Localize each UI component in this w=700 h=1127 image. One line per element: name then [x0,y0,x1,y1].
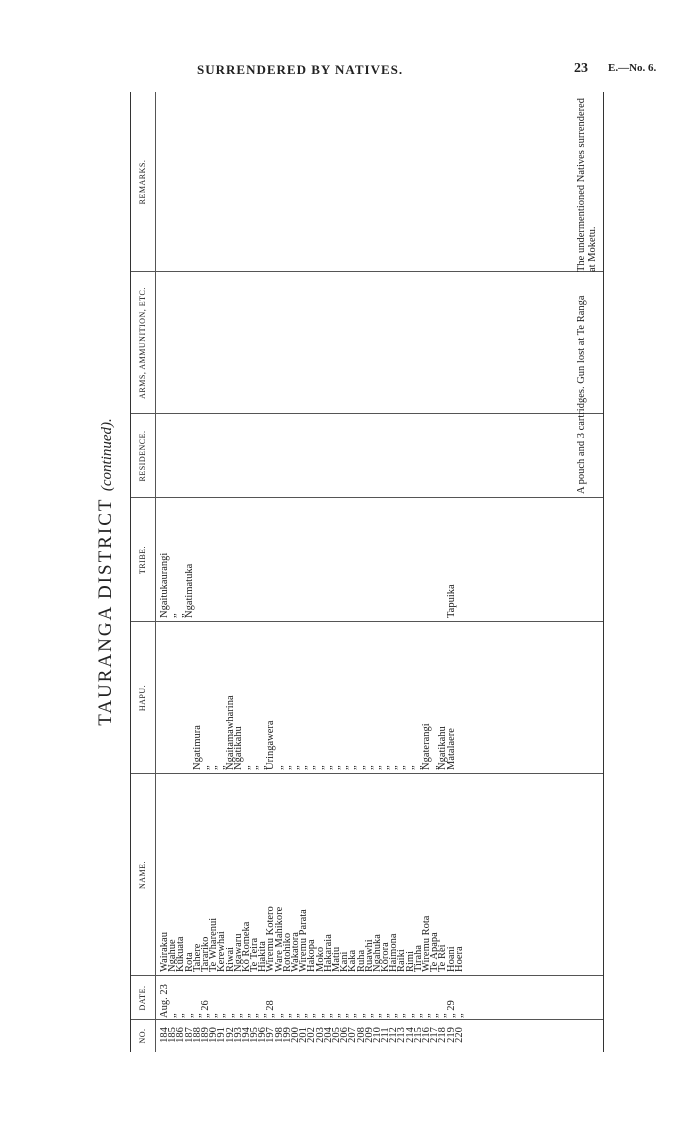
table-cell-tribe [390,500,398,618]
table-cell-name: Raiki [396,949,408,972]
table-cell-name: Ngahue [167,939,179,972]
table-cell-hapu: Ngaitamawharina [224,695,236,770]
table-cell-name: Wairakau [159,932,170,972]
table-header-row [131,92,156,1052]
table-cell-hapu: „ [429,765,441,770]
table-cell-name: Ngawaru [232,933,244,972]
table-cell-name: Wakatora [290,932,301,972]
table-cell-tribe: Tapuika [445,584,457,618]
table-cell-name: Kerewhai [216,931,228,972]
table-cell-hapu: „ [380,765,392,770]
surrender-table [130,92,604,1052]
table-cell-hapu [177,620,185,770]
table-cell-number: 207 [347,1027,359,1043]
table-cell-hapu: „ [216,765,228,770]
table-cell-date: „ 26 [199,1000,211,1018]
table-cell-date: „ [232,1013,244,1018]
table-cell-tribe: „ [167,613,179,618]
table-cell-tribe [202,500,210,618]
page-number: 23 [574,61,588,76]
table-cell-date: „ [380,1013,392,1018]
table-cell-name: Hoani [445,946,457,972]
table-cell-number: 211 [380,1027,392,1043]
table-cell-number: 217 [429,1027,441,1043]
table-cell-name: Rotohiko [281,932,293,972]
table-cell-tribe [243,500,251,618]
table-cell-date: „ [257,1013,269,1018]
table-cell-date: „ [314,1013,326,1018]
table-cell-name: Te Apapa [429,932,441,972]
table-cell-name: Te Teira [249,937,261,972]
table-cell-tribe [341,500,349,618]
table-cell-name: Kani [339,951,351,972]
table-cell-hapu: „ [314,765,326,770]
table-cell-hapu [169,620,177,770]
table-cell-hapu: Ngatikahu [232,726,244,770]
remarks-entry: The undermentioned Natives surrendered at Moketu. [576,97,598,272]
table-cell-name: Ruawhi [363,939,375,972]
table-cell-number: 203 [314,1027,326,1043]
table-cell-hapu: „ [257,765,269,770]
header-name: NAME. [138,860,147,890]
number-column [161,1020,464,1050]
table-cell-hapu: „ [330,765,342,770]
table-cell-tribe [374,500,382,618]
column-rule [131,271,603,272]
table-cell-tribe [398,500,406,618]
document-reference: E.—No. 6. [608,62,657,74]
table-cell-date: „ [240,1013,252,1018]
column-rule [131,497,603,498]
header-hapu: HAPU. [138,684,147,712]
table-cell-hapu: „ [298,765,310,770]
table-cell-date: „ [429,1013,441,1018]
table-cell-name: Tarariko [199,936,211,972]
table-cell-tribe [366,500,374,618]
table-cell-number: 213 [396,1027,408,1043]
table-cell-tribe [423,500,431,618]
table-cell-tribe [227,500,235,618]
table-cell-date: „ [175,1013,187,1018]
table-cell-number: 219 [445,1027,457,1043]
table-cell-hapu: Ngatimura [191,725,203,770]
table-cell-date: „ [208,1013,220,1018]
table-cell-hapu: „ [371,765,383,770]
table-cell-number: 187 [183,1027,195,1043]
table-cell-name: Hakopa [306,939,318,972]
table-cell-number: 192 [224,1027,236,1043]
table-cell-number: 210 [371,1027,383,1043]
table-cell-hapu: „ [290,765,301,770]
table-cell-number: 214 [404,1027,416,1043]
header-date: DATE. [138,985,147,1011]
table-cell-number: 194 [240,1027,252,1043]
page-header [0,62,700,82]
column-rule [131,975,603,976]
table-cell-date: „ [167,1013,179,1018]
table-cell-date: „ [224,1013,236,1018]
rotated-table-page [82,92,602,1052]
table-cell-tribe [276,500,284,618]
table-cell-hapu: „ [412,765,424,770]
table-cell-number: 215 [412,1027,424,1043]
table-cell-number: 197 [265,1027,277,1043]
table-cell-tribe [349,500,357,618]
table-cell-number: 186 [175,1027,187,1043]
date-column [161,978,464,1018]
table-cell-tribe [431,500,439,618]
header-arms: ARMS, AMMUNITION, ETC. [138,287,147,399]
table-cell-hapu: „ [363,765,375,770]
district-title [82,92,130,1052]
table-cell-hapu: „ [339,765,351,770]
column-rule [131,413,603,414]
table-cell-name: Ware Mahikore [273,906,285,972]
table-cell-number: 218 [437,1027,449,1043]
table-cell-date: „ [306,1013,318,1018]
table-cell-date: „ [412,1013,424,1018]
table-cell-hapu: „ [208,765,220,770]
table-cell-hapu: Ngaterangi [421,723,432,770]
table-cell-name: Tiraha [412,944,424,972]
table-cell-tribe [194,500,202,618]
table-cell-number: 200 [290,1027,301,1043]
table-cell-date: „ [191,1013,203,1018]
table-cell-tribe [259,500,267,618]
table-cell-hapu: Ngatikahu [437,726,449,770]
table-cell-hapu: Uringawera [265,720,277,770]
table-cell-hapu [161,620,169,770]
tribe-column [161,500,464,618]
header-tribe: TRIBE. [138,545,147,575]
table-cell-tribe [267,500,275,618]
table-cell-hapu: „ [273,765,285,770]
table-cell-tribe: „ [175,613,187,618]
table-cell-hapu: „ [199,765,211,770]
table-cell-number: 188 [191,1027,203,1043]
table-cell-number: 216 [421,1027,432,1043]
table-cell-number: 208 [355,1027,367,1043]
table-cell-name: Tahere [191,943,203,972]
table-cell-tribe [325,500,333,618]
table-cell-tribe: Ngatimatuka [183,563,195,618]
table-cell-name: Korora [380,942,392,972]
table-cell-name: Matiu [330,946,342,972]
table-cell-name: Moko [314,946,326,972]
table-cell-hapu: „ [281,765,293,770]
table-cell-number: 209 [363,1027,375,1043]
table-cell-name: Rota [183,952,195,972]
table-cell-name: Kukuata [175,936,187,972]
table-cell-tribe [300,500,308,618]
table-cell-tribe [210,500,218,618]
table-cell-number: 184 [159,1027,170,1043]
table-cell-date: „ [216,1013,228,1018]
table-cell-date: „ 28 [265,1000,277,1018]
table-cell-date: Aug. 23 [159,984,170,1018]
hapu-column [161,620,464,770]
table-cell-date: „ [290,1013,301,1018]
table-cell-number: 205 [330,1027,342,1043]
table-cell-date: „ [183,1013,195,1018]
table-cell-date: „ [437,1013,449,1018]
table-cell-tribe [292,500,300,618]
table-cell-name: Wiremu Rota [421,915,432,972]
table-cell-tribe [235,500,243,618]
table-cell-number: 220 [453,1027,465,1043]
table-cell-date: „ [421,1013,432,1018]
table-cell-hapu [456,620,464,770]
table-cell-name: Te Rei [437,944,449,972]
table-cell-date: „ [453,1013,465,1018]
table-cell-number: 193 [232,1027,244,1043]
table-cell-number: 201 [298,1027,310,1043]
name-column [161,772,464,972]
table-cell-tribe [251,500,259,618]
arms-entry: A pouch and 3 cartridges. Gun lost at Te Ranga [576,295,587,494]
table-cell-hapu: „ [396,765,408,770]
district-name: TAURANGA DISTRICT [95,497,116,726]
table-cell-date: „ [347,1013,359,1018]
table-cell-name: Hiakita [257,941,269,972]
table-cell-name: Ko Romeka [240,921,252,972]
table-cell-name: Wiremu Parata [298,909,310,972]
table-cell-hapu: Matalaere [445,728,457,770]
table-cell-tribe [456,500,464,618]
table-cell-number: 206 [339,1027,351,1043]
table-cell-tribe [382,500,390,618]
table-cell-name: Rimi [404,950,416,972]
table-cell-date: „ [298,1013,310,1018]
running-title: SURRENDERED BY NATIVES. [197,62,404,77]
table-cell-number: 199 [281,1027,293,1043]
table-cell-number: 190 [208,1027,220,1043]
table-cell-name: Te Wharenui [208,917,220,972]
table-cell-hapu: „ [240,765,252,770]
table-cell-date: „ [363,1013,375,1018]
table-cell-number: 212 [388,1027,400,1043]
table-cell-hapu: „ [306,765,318,770]
table-cell-number: 204 [322,1027,334,1043]
table-cell-hapu: „ [355,765,367,770]
table-cell-name: Haimona [388,933,400,972]
header-residence: RESIDENCE. [138,430,147,482]
header-remarks: REMARKS. [138,159,147,205]
table-cell-name: Ruha [355,949,367,972]
table-cell-tribe [358,500,366,618]
table-cell-hapu: „ [322,765,334,770]
table-cell-number: 185 [167,1027,179,1043]
table-cell-hapu: „ [388,765,400,770]
table-cell-tribe [308,500,316,618]
header-no: NO. [138,1028,147,1044]
table-cell-date: „ [322,1013,334,1018]
table-cell-date: „ 29 [445,1000,457,1018]
table-cell-name: Hakaraia [322,934,334,972]
table-cell-date: „ [273,1013,285,1018]
district-continued: (continued). [99,418,115,492]
table-cell-number: 202 [306,1027,318,1043]
table-cell-date: „ [330,1013,342,1018]
table-cell-tribe [415,500,423,618]
table-cell-tribe [218,500,226,618]
table-cell-date: „ [249,1013,261,1018]
table-cell-number: 198 [273,1027,285,1043]
table-cell-hapu: „ [347,765,359,770]
table-cell-date: „ [371,1013,383,1018]
table-cell-number: 195 [249,1027,261,1043]
table-cell-date: „ [396,1013,408,1018]
table-cell-tribe [333,500,341,618]
table-cell-number: 191 [216,1027,228,1043]
table-cell-name: Wiremu Kotero [265,906,277,972]
table-cell-hapu: „ [404,765,416,770]
table-cell-date: „ [281,1013,293,1018]
table-cell-date: „ [355,1013,367,1018]
table-cell-name: Riwai [224,946,236,972]
table-cell-date: „ [339,1013,351,1018]
table-cell-tribe: Ngaitukaurangi [159,552,170,618]
table-cell-tribe [317,500,325,618]
table-cell-tribe [407,500,415,618]
table-cell-hapu: „ [249,765,261,770]
table-cell-name: Ngahuka [371,934,383,972]
table-cell-name: Hoera [453,946,465,972]
table-cell-number: 196 [257,1027,269,1043]
table-cell-name: Kaka [347,949,359,972]
table-cell-date: „ [388,1013,400,1018]
table-cell-date: „ [404,1013,416,1018]
table-cell-number: 189 [199,1027,211,1043]
table-cell-tribe [284,500,292,618]
